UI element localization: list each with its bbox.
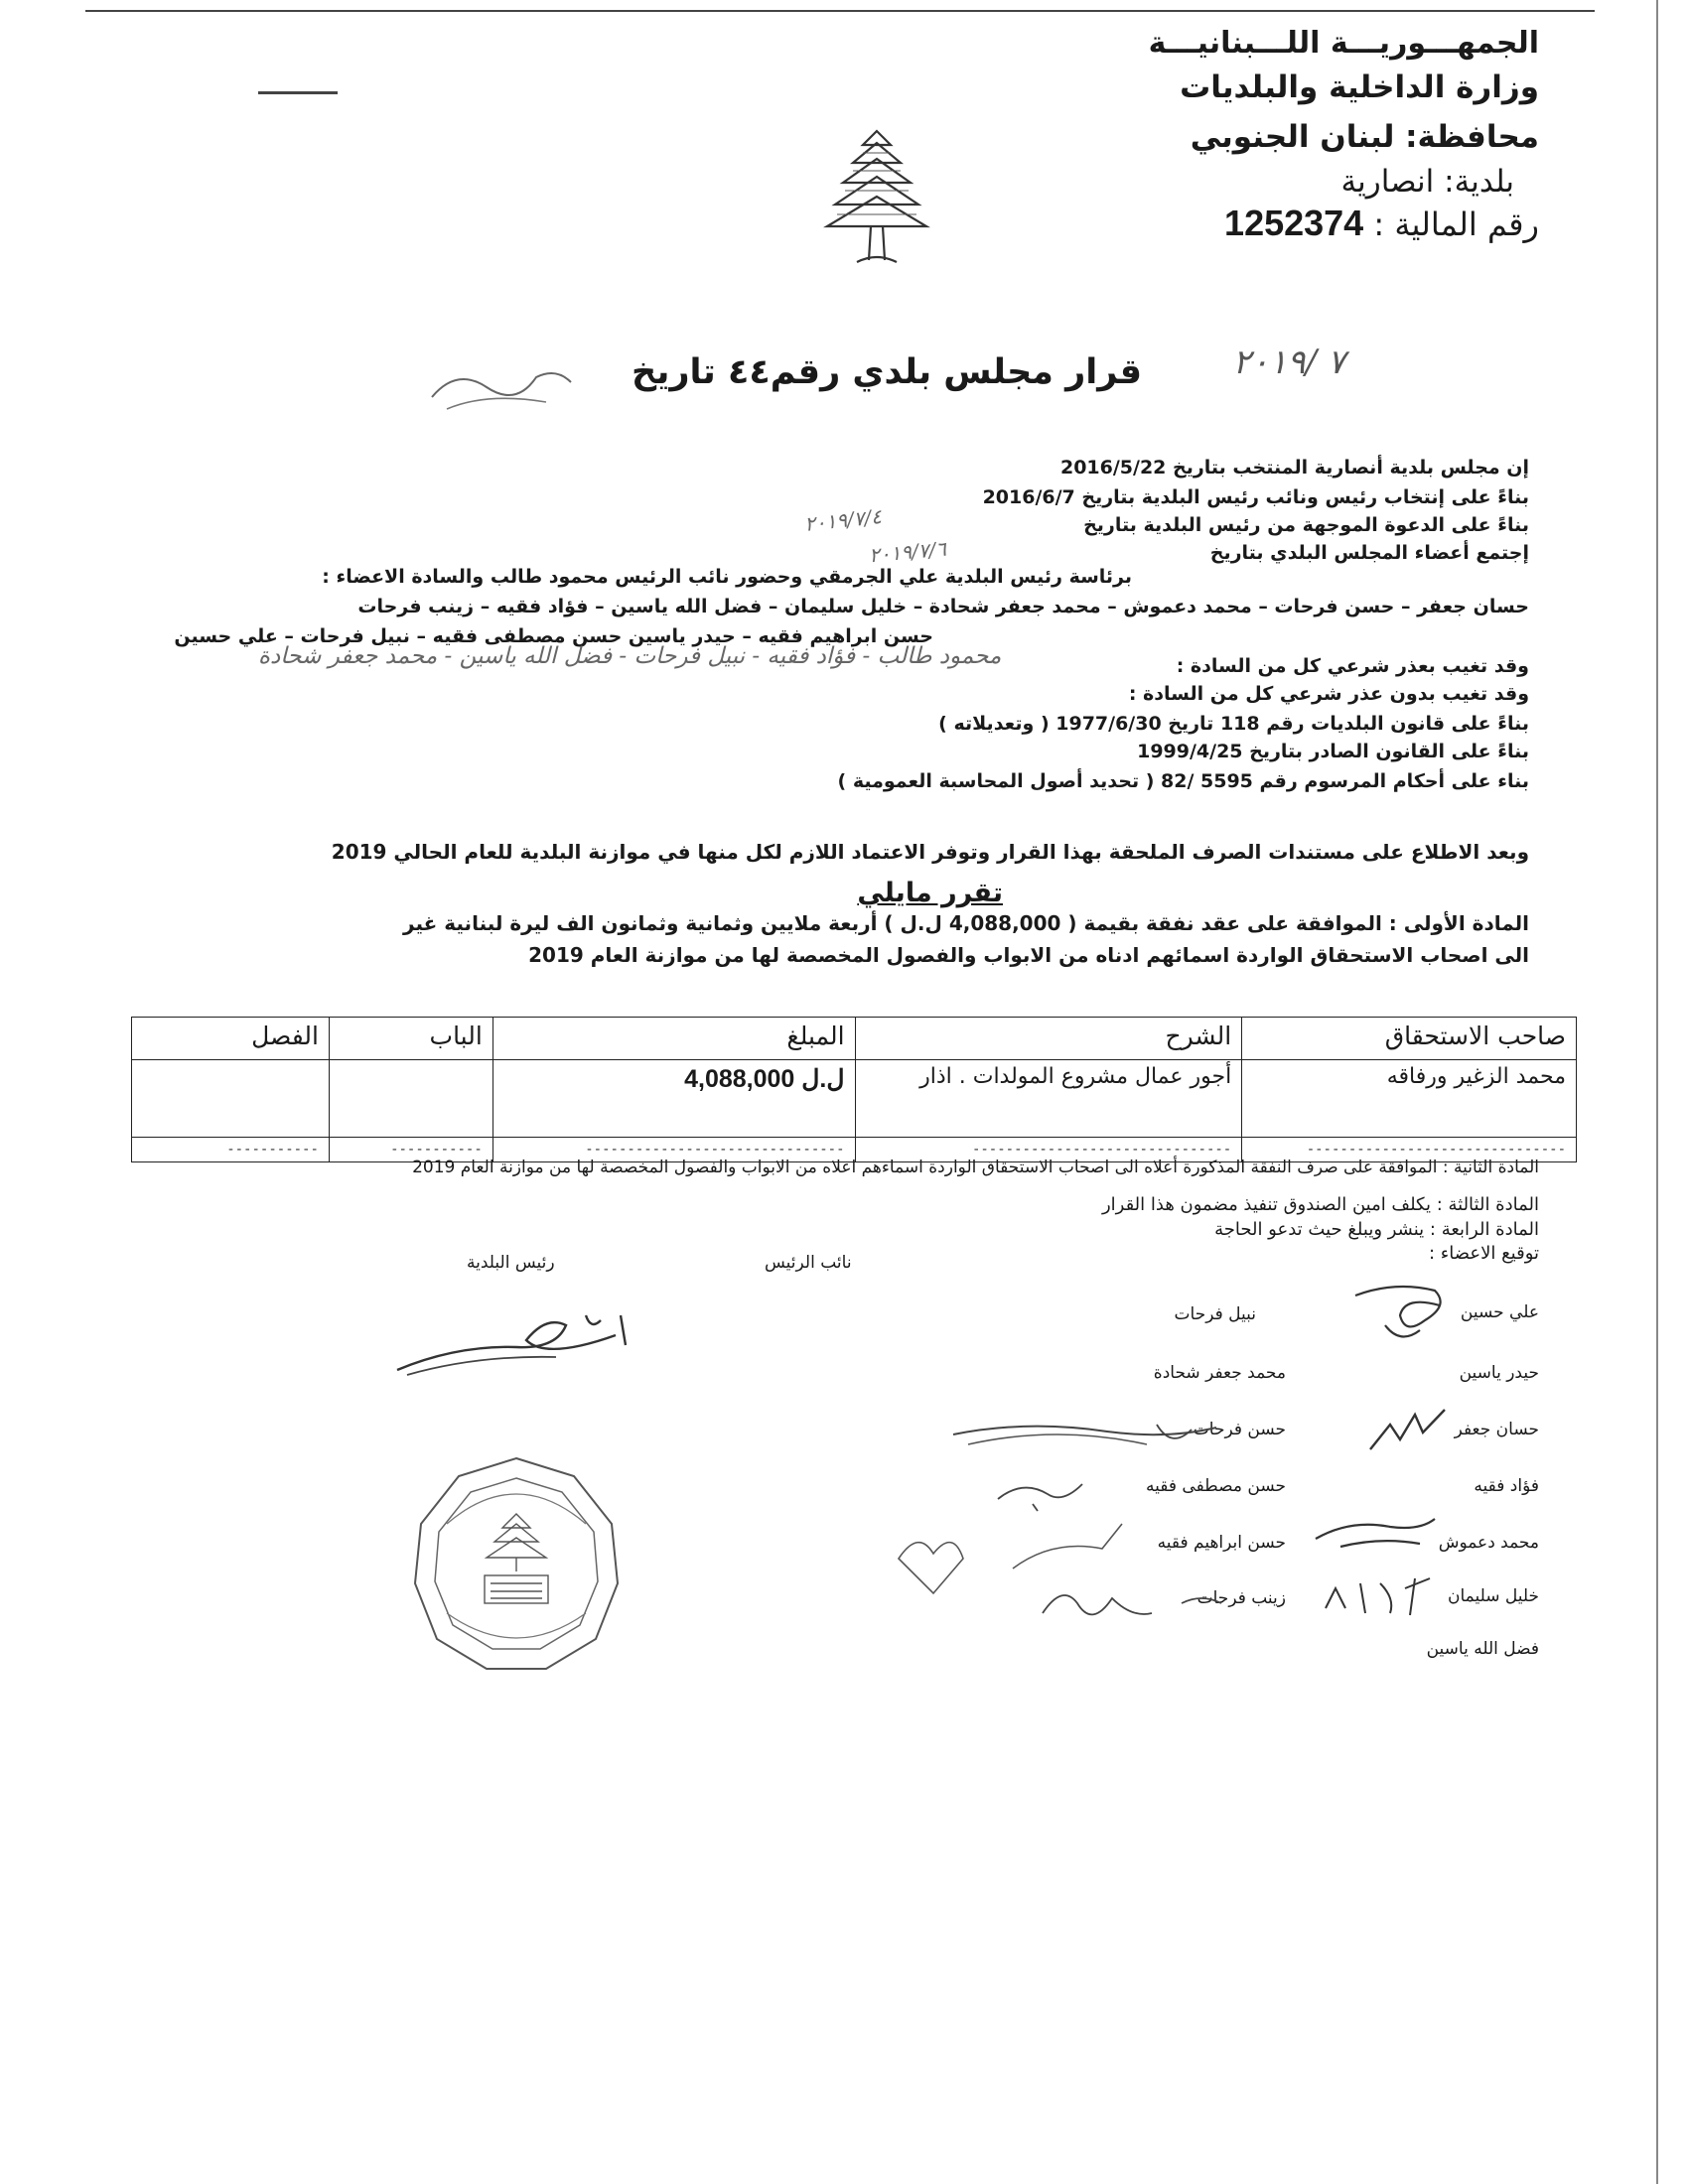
signatory-fouad-faqih: فؤاد فقيه [1474, 1476, 1539, 1496]
signatory-ali-hussein: علي حسين [1460, 1302, 1539, 1322]
signatory-hassan-jaafar: حسان جعفر [1454, 1420, 1539, 1439]
dash-cell-5: ----------- [132, 1138, 330, 1162]
hassan-mustafa-signature [993, 1469, 1092, 1514]
members-line-1: حسان جعفر – حسن فرحات – محمد دعموش – محمد جعفر شحادة – خليل سليمان – فضل الله ياسين – فؤاد فقيه – زينب فرحات [357, 596, 1529, 617]
handwritten-invitation-date: ٢٠١٩/٧/٤ [802, 503, 883, 537]
table-row [132, 1060, 1577, 1138]
decision-title: قرار مجلس بلدي رقم٤٤ تاريخ [631, 352, 1142, 392]
signatory-khalil-suleiman: خليل سليمان [1447, 1586, 1539, 1606]
scan-border-top [85, 10, 1595, 12]
finance-number: 1252374 [1224, 203, 1364, 243]
header-ministry: وزارة الداخلية والبلديات [1180, 69, 1539, 105]
header-republic: الجمهـــوريـــة اللـــبنانيـــة [1148, 26, 1539, 61]
header-chapter: الباب [329, 1018, 492, 1060]
hassan-farhat-signature [948, 1410, 1226, 1474]
cedar-logo-icon [823, 127, 930, 268]
law-reference-2: بناءً على القانون الصادر بتاريخ 1999/4/25 [1137, 741, 1529, 762]
law-reference-1: بناءً على قانون البلديات رقم 118 تاريخ 1977/6/30 ( وتعديلاته ) [938, 713, 1529, 735]
preamble-line-2: بناءً على إنتخاب رئيس ونائب رئيس البلدية بتاريخ 2016/6/7 [982, 486, 1529, 508]
preamble-line-3: بناءً على الدعوة الموجهة من رئيس البلدية بتاريخ [1083, 514, 1529, 536]
signatory-mohammad-jaafar-shehade: محمد جعفر شحادة [1153, 1363, 1286, 1383]
scan-mark-left [258, 91, 338, 94]
signatory-hassan-ibrahim-faqih: حسن ابراهيم فقيه [1157, 1533, 1286, 1553]
title-handwriting-scribble [427, 357, 576, 417]
header-section: الفصل [132, 1018, 330, 1060]
daamoush-signature [1311, 1509, 1440, 1554]
signatory-hassan-mustafa-faqih: حسن مصطفى فقيه [1146, 1476, 1286, 1496]
header-governorate: محافظة: لبنان الجنوبي [1190, 119, 1539, 155]
preamble-line-5: برئاسة رئيس البلدية علي الجرمقي وحضور نائب الرئيس محمود طالب والسادة الاعضاء : [322, 566, 1132, 588]
article-one-line-2: الى اصحاب الاستحقاق الواردة اسمائهم ادناه من الابواب والفصول المخصصة لها من موازنة العام 2019 [528, 943, 1529, 967]
unexcused-line: وقد تغيب بدون عذر شرعي كل من السادة : [1128, 683, 1529, 705]
cell-section [132, 1060, 330, 1138]
signatory-haidar-yassin: حيدر ياسين [1459, 1363, 1539, 1383]
article-three: المادة الثالثة : يكلف امين الصندوق تنفيذ مضمون هذا القرار [1101, 1194, 1539, 1215]
header-description: الشرح [855, 1018, 1242, 1060]
article-four: المادة الرابعة : ينشر ويبلغ حيث تدعو الحاجة [1214, 1219, 1539, 1240]
dash-cell-3: ------------------------------- [492, 1138, 855, 1162]
header-finance-number [1224, 203, 1539, 244]
cell-amount-value: 4,088,000 ل.ل [684, 1065, 845, 1093]
members-line-2: حسن ابراهيم فقيه – حيدر ياسين حسن مصطفى فقيه – نبيل فرحات – علي حسين [174, 625, 933, 647]
cell-amount [492, 1060, 855, 1138]
zeinab-farhat-signature [1033, 1573, 1231, 1633]
vice-president-label: نائب الرئيس [765, 1253, 852, 1273]
municipality-seal-icon [407, 1454, 626, 1675]
scan-border-right [1656, 0, 1658, 2184]
president-label: رئيس البلدية [467, 1253, 555, 1273]
dash-cell-1: ------------------------------- [1242, 1138, 1577, 1162]
signatory-zeinab-farhat: زينب فرحات [1196, 1588, 1286, 1608]
cell-chapter [329, 1060, 492, 1138]
signatory-nabil-farhat: نبيل فرحات [1174, 1304, 1256, 1324]
preamble-line-1: إن مجلس بلدية أنصارية المنتخب بتاريخ 2016/5/22 [1059, 457, 1529, 478]
review-line: وبعد الاطلاع على مستندات الصرف الملحقة بهذا القرار وتوفر الاعتماد اللازم لكل منها في موازنة البلدية للعام الحالي 2019 [331, 840, 1529, 864]
ali-hussein-signature [1345, 1276, 1455, 1345]
entitlement-table [131, 1017, 1577, 1162]
excused-line: وقد تغيب بعذر شرعي كل من السادة : [1176, 655, 1529, 677]
law-reference-3: بناء على أحكام المرسوم رقم 5595 /82 ( تحديد أصول المحاسبة العمومية ) [837, 770, 1529, 792]
cell-beneficiary: محمد الزغير ورفاقه [1242, 1060, 1577, 1138]
president-signature [387, 1286, 645, 1385]
signatory-hassan-farhat: حسن فرحات [1193, 1420, 1286, 1439]
dash-cell-4: ----------- [329, 1138, 492, 1162]
preamble-line-4: إجتمع أعضاء المجلس البلدي بتاريخ [1209, 542, 1529, 564]
signatory-fadlallah-yassin: فضل الله ياسين [1426, 1639, 1539, 1659]
header-amount: المبلغ [492, 1018, 855, 1060]
hassan-jaafar-signature [1365, 1405, 1455, 1454]
header-beneficiary: صاحب الاستحقاق [1242, 1018, 1577, 1060]
dash-cell-2: ------------------------------- [855, 1138, 1242, 1162]
title-handwritten-date: ٧ /٢٠١٩ [1232, 342, 1345, 382]
header-municipality: بلدية: انصارية [1340, 164, 1514, 200]
table-header-row [132, 1018, 1577, 1060]
finance-label: رقم المالية : [1373, 205, 1539, 243]
khalil-suleiman-signature [1321, 1573, 1450, 1618]
cell-description: أجور عمال مشروع المولدات . اذار [855, 1060, 1242, 1138]
article-two: المادة الثانية : الموافقة على صرف النفقة المذكورة أعلاه الى اصحاب الاستحقاق الواردة اسماءهم اعلاه من الابواب والفصول المخصصة لها من موازنة العام 2019 [412, 1158, 1539, 1177]
decision-heading: تقرر مايلي [857, 878, 1003, 908]
handwritten-excused-names: محمود طالب - فؤاد فقيه - نبيل فرحات - فضل الله ياسين - محمد جعفر شحادة [258, 643, 1002, 669]
signatures-heading: توقيع الاعضاء : [1429, 1243, 1539, 1264]
article-one-line-1: المادة الأولى : الموافقة على عقد نفقة بقيمة ( 4,088,000 ل.ل ) أربعة ملايين وثمانية وثمانون الف ليرة لبنانية غير [403, 911, 1529, 935]
handwritten-meeting-date: ٢٠١٩/٧/٦ [868, 536, 947, 568]
signatory-mohammad-daamoush: محمد دعموش [1438, 1533, 1539, 1553]
